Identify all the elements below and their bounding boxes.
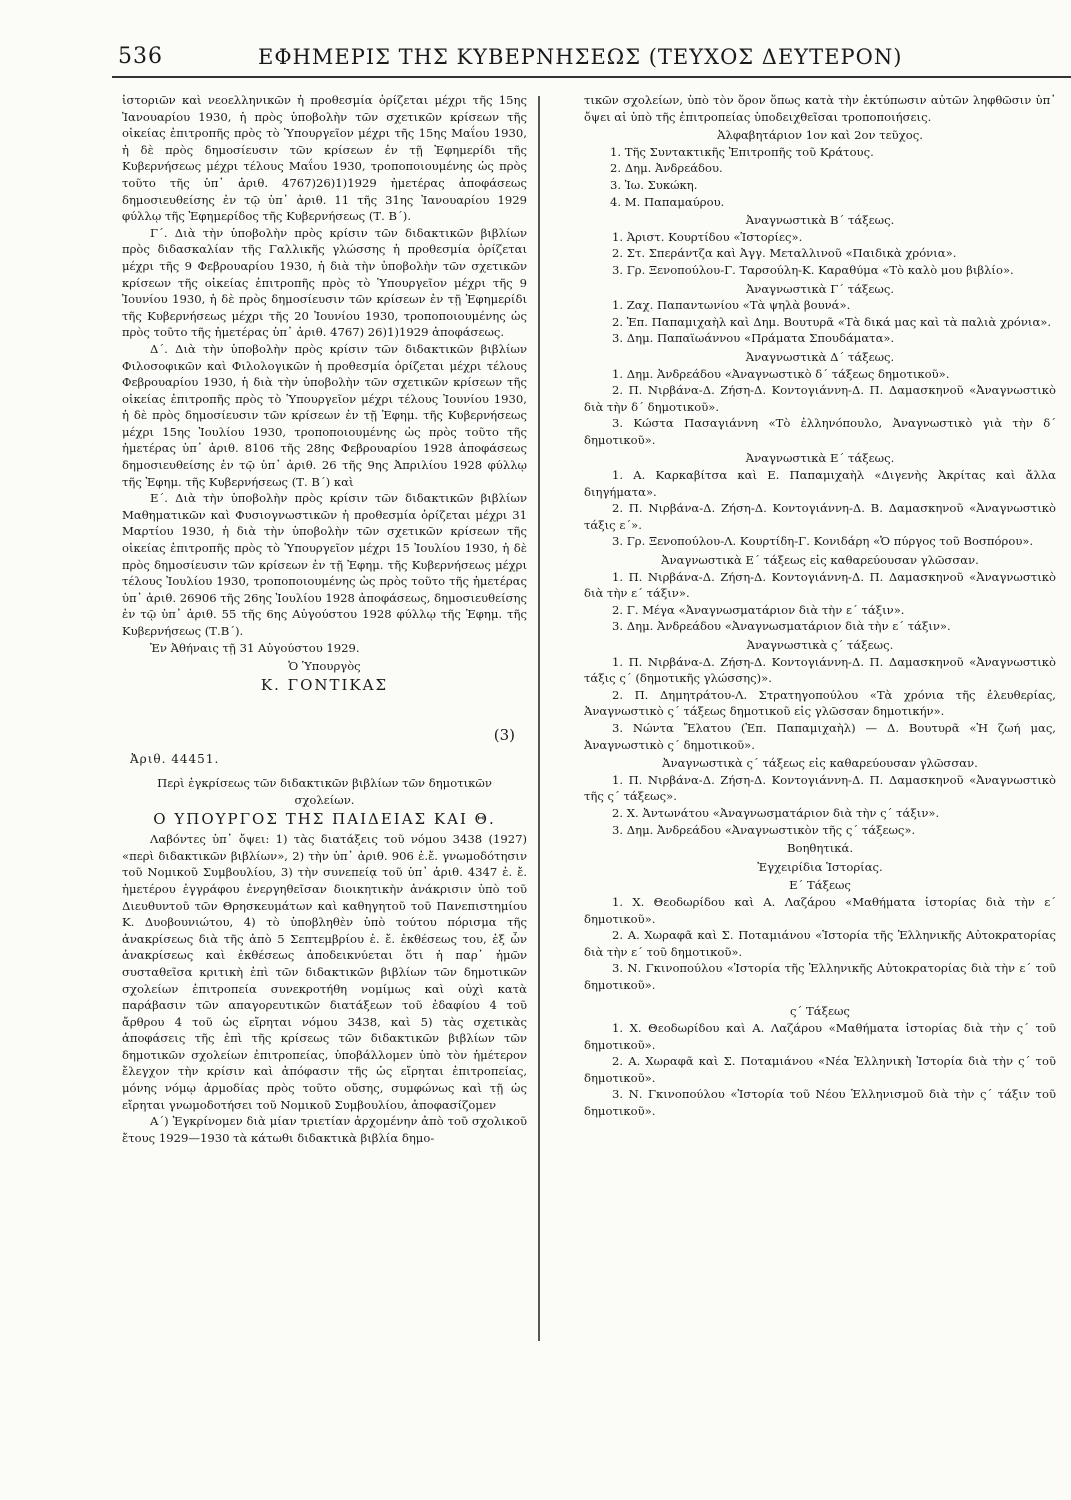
decision-a-paragraph: Α΄) Ἐγκρίνομεν διὰ μίαν τριετίαν ἀρχομένην ἀπὸ τοῦ σχολικοῦ ἔτους 1929—1930 τὰ κάτωθι διδακτικὰ βιβλία δημο-	[122, 1114, 527, 1145]
section-heading: Ἀναγνωστικὰ ς΄ τάξεως.	[746, 638, 894, 652]
column-divider	[538, 96, 540, 1341]
list-item: 2. Στ. Σπεράντζα καὶ Ἀγγ. Μεταλλινοῦ «Παιδικὰ χρόνια».	[612, 246, 957, 261]
decision-subject: Περὶ ἐγκρίσεως τῶν διδακτικῶν βιβλίων τῶν δημοτικῶν σχολείων.	[157, 776, 492, 807]
list-item: 1. Δημ. Ἀνδρεάδου «Ἀναγνωστικὸ δ΄ τάξεως δημοτικοῦ».	[612, 366, 950, 381]
decision-mark: (3)	[493, 726, 515, 745]
list-item: 1. Α. Καρκαβίτσα καὶ Ε. Παπαμιχαὴλ «Διγενὴς Ἀκρίτας καὶ ἄλλα διηγήματα».	[584, 468, 1056, 499]
list-item: 3. Γρ. Ξενοπούλου-Λ. Κουρτίδη-Γ. Κονιδάρη «Ὁ πύργος τοῦ Βοσπόρου».	[612, 534, 1034, 549]
list-item: 2. Ἐπ. Παπαμιχαὴλ καὶ Δημ. Βουτυρᾶ «Τὰ δικά μας καὶ τὰ παλιὰ χρόνια».	[612, 314, 1052, 329]
list-item: 2. Π. Νιρβάνα-Δ. Ζήση-Δ. Κοντογιάννη-Δ. Π. Δαμασκηνοῦ «Ἀναγνωστικὸ διὰ τὴν δ΄ δημοτικοῦ».	[584, 383, 1056, 414]
journal-title: ΕΦΗΜΕΡΙΣ ΤΗΣ ΚΥΒΕΡΝΗΣΕΩΣ (ΤΕΥΧΟΣ ΔΕΥΤΕΡΟΝ)	[258, 45, 903, 69]
left-column	[122, 92, 527, 1146]
list-item: 3. Δημ. Ἀνδρεάδου «Ἀναγνωστικὸν τῆς ς΄ τάξεως».	[612, 822, 916, 837]
list-item: 1. Χ. Θεοδωρίδου καὶ Α. Λαζάρου «Μαθήματα ἱστορίας διὰ τὴν ε΄ δημοτικοῦ».	[584, 894, 1056, 926]
paragraph-b-continuation: ἱστοριῶν καὶ νεοελληνικῶν ἡ προθεσμία ὁρίζεται μέχρι τῆς 15ης Ἰανουαρίου 1930, ἡ πρὸς ὑποβολὴν τῶν σχετικῶν κρίσεων τῆς οἰκείας ἐπιτροπῆς πρὸς τὸ Ὑπουργεῖον μέχρι τῆς 15ης Μαΐου 1930, ἡ δὲ πρὸς δημοσίευσιν τῶν κρίσεων ἐν τῇ Ἐφημερίδι τῆς Κυβερνήσεως μέχρι τέλους Μαΐου 1930, τροποποιουμένης ὡς πρὸς τοῦτο τῆς ὑπ᾽ ἀριθ. 4767)26)1)1929 ἡμετέρας ἀποφάσεως δημοσιευθείσης ἐν τῷ ὑπ᾽ ἀριθ. 11 τῆς 31ης Ἰανουαρίου 1929 φύλλῳ τῆς Ἐφημερίδος τῆς Κυβερνήσεως (Τ. Β΄).	[122, 93, 527, 224]
history-heading: Ἐγχειρίδια Ἱστορίας.	[757, 859, 883, 874]
list-item: 3. Νώντα Ἔλατου (Ἐπ. Παπαμιχαὴλ) — Δ. Βουτυρᾶ «Ἡ ζωή μας, Ἀναγνωστικὸ ς΄ δημοτικοῦ».	[584, 720, 1056, 752]
list-item: 3. Ν. Γκινοπούλου «Ἱστορία τοῦ Νέου Ἑλληνισμοῦ διὰ τὴν ς΄ τάξιν τοῦ δημοτικοῦ».	[584, 1087, 1056, 1119]
header-rule	[112, 76, 1071, 78]
section-heading: Ἀναγνωστικὰ Β΄ τάξεως.	[745, 213, 895, 228]
spacer	[584, 993, 1056, 1001]
section-heading: ς΄ Τάξεως	[790, 1004, 850, 1019]
list-item: 1. Π. Νιρβάνα-Δ. Ζήση-Δ. Κοντογιάννη-Δ. Π. Δαμασκηνοῦ «Ἀναγνωστικὸ τῆς ς΄ τάξεως».	[584, 772, 1056, 804]
section-heading: Ἀναγνωστικὰ Ε΄ τάξεως εἰς καθαρεύουσαν γλῶσσαν.	[661, 553, 979, 568]
decision-row	[122, 723, 527, 771]
section-heading: Ἀναγνωστικὰ Δ΄ τάξεως.	[745, 349, 895, 364]
preamble-paragraph: Λαβόντες ὑπ᾽ ὄψει: 1) τὰς διατάξεις τοῦ νόμου 3438 (1927) «περὶ διδακτικῶν βιβλίων», 2) τὴν ὑπ᾽ ἀριθ. 906 ἐ.ἔ. γνωμοδότησιν τοῦ Νομικοῦ Συμβουλίου, 3) τὴν συνεπείᾳ τοῦ ὑπ᾽ ἀριθ. 4347 ἐ. ἔ. ἡμετέρου ἐγγράφου ἐνεργηθεῖσαν διοικητικὴν ἀνάκρισιν ὑπὸ τοῦ Διευθυντοῦ τῶν Θρησκευμάτων καὶ καθηγητοῦ τοῦ Πανεπιστημίου Κ. Δυοβουνιώτου, 4) τὸ ὑποβληθὲν ὑπὸ τούτου πόρισμα τῆς ἀνακρίσεως διὰ τῆς ἀπὸ 5 Σεπτεμβρίου ἐ. ἔ. ἐκθέσεως του, ἐξ ὧν ἀνακρίσεως καὶ ἐκθέσεως ἀποδεικνύεται ὅτι ἡ παρ᾽ ἡμῶν συσταθεῖσα κριτικὴ ἐπὶ τῶν διδακτικῶν βιβλίων τῶν δημοτικῶν σχολείων ἐπιτροπεία συνεκροτήθη νομίμως καὶ οὐχὶ κατὰ παράβασιν τῶν απαγορευτικῶν διατάξεων τοῦ ἐδαφίου 4 τοῦ ἄρθρου 4 τοῦ ὡς εἴρηται νόμου 3438, καὶ 5) τὰς σχετικὰς ἀποφάσεις τῆς ἐπὶ τῆς κρίσεως τῶν διδακτικῶν βιβλίων τῶν δημοτικῶν σχολείων ἐπιτροπείας, ὑποβάλλομεν ὑπὸ τὸν ἡμέτερον ἔλεγχον τὴν κρίσιν καὶ ἀπόφασιν τῆς ὡς εἴρηται ἐπιτροπείας, μόνης νόμῳ ἁρμοδίας πρὸς τοῦτο οὔσης, συμφώνως καὶ τῇ ὡς εἴρηται γνωμοδοτήσει τοῦ Νομικοῦ Συμβουλίου, ἀποφασίζομεν	[122, 832, 527, 1112]
list-item: 3. Δημ. Ἀνδρεάδου «Ἀναγνωσματάριον διὰ τὴν ε΄ τάξιν».	[612, 619, 951, 634]
section-heading: Ἀναγνωστικὰ Ε΄ τάξεως.	[745, 451, 895, 466]
list-item: 2. Π. Νιρβάνα-Δ. Ζήση-Δ. Κοντογιάννη-Δ. Β. Δαμασκηνοῦ «Ἀναγνωστικὸ τάξις ε΄».	[584, 501, 1056, 532]
list-item: 1. Ζαχ. Παπαντωνίου «Τὰ ψηλὰ βουνά».	[612, 298, 851, 313]
minister-heading: Ο ΥΠΟΥΡΓΟΣ ΤΗΣ ΠΑΙΔΕΙΑΣ ΚΑΙ Θ.	[153, 809, 496, 828]
list-item: 4. Μ. Παπαμαύρου.	[610, 194, 725, 209]
section-heading: Ε΄ Τάξεως	[789, 878, 851, 893]
continuation-paragraph: τικῶν σχολείων, ὑπὸ τὸν ὅρον ὅπως κατὰ τὴν ἐκτύπωσιν αὐτῶν ληφθῶσιν ὑπ᾽ ὄψει αἱ ὑπὸ τῆς ἐπιτροπείας ὑποδειχθεῖσαι τροποποιήσεις.	[584, 93, 1056, 124]
signature-name: Κ. ΓΟΝΤΙΚΑΣ	[260, 675, 389, 694]
list-item: 1. Π. Νιρβάνα-Δ. Ζήση-Δ. Κοντογιάννη-Δ. Π. Δαμασκηνοῦ «Ἀναγνωστικὸ τάξις ς΄ (δημοτικῆς γλώσσης)».	[584, 654, 1056, 686]
list-item: 1. Ἀριστ. Κουρτίδου «Ἱστορίες».	[612, 229, 803, 244]
list-item: 1. Τῆς Συντακτικῆς Ἐπιτροπῆς τοῦ Κράτους.	[610, 144, 874, 159]
helper-heading: Βοηθητικά.	[786, 841, 854, 856]
right-column	[584, 92, 1056, 1120]
section-heading: Ἀναγνωστικὰ ς΄ τάξεως εἰς καθαρεύουσαν γλῶσσαν.	[662, 756, 978, 771]
list-item: 2. Δημ. Ἀνδρεάδου.	[610, 161, 723, 176]
section-heading: Ἀναγνωστικὰ Γ΄ τάξεως.	[745, 281, 895, 296]
list-item: 2. Α. Χωραφᾶ καὶ Σ. Ποταμιάνου «Ἱστορία τῆς Ἑλληνικῆς Αὐτοκρατορίας διὰ τὴν ε΄ τοῦ δημοτικοῦ».	[584, 928, 1056, 959]
signature-place-date: Ἐν Ἀθήναις τῇ 31 Αὐγούστου 1929.	[150, 640, 360, 655]
list-item: 2. Χ. Ἀντωνάτου «Ἀναγνωσματάριον διὰ τὴν ς΄ τάξιν».	[612, 805, 940, 820]
list-item: 3. Ν. Γκινοπούλου «Ἱστορία τῆς Ἑλληνικῆς Αὐτοκρατορίας διὰ τὴν ε΄ τοῦ δημοτικοῦ».	[584, 961, 1056, 992]
list-item: 3. Κώστα Πασαγιάννη «Τὸ ἐλληνόπουλο, Ἀναγνωστικὸ γιὰ τὴν δ΄ δημοτικοῦ».	[584, 416, 1056, 447]
list-item: 3. Γρ. Ξενοπούλου-Γ. Ταρσούλη-Κ. Καραθύμα «Τὸ καλὸ μου βιβλίο».	[612, 262, 1014, 277]
signature-title: Ὁ Ὑπουργὸς	[288, 659, 361, 674]
decision-number: Ἀριθ. 44451.	[130, 751, 220, 766]
paragraph-e: Ε΄. Διὰ τὴν ὑποβολὴν πρὸς κρίσιν τῶν διδακτικῶν βιβλίων Μαθηματικῶν καὶ Φυσιογνωστικῶν ἡ προθεσμία ὁρίζεται μέχρι 31 Μαρτίου 1930, ἡ διὰ τὴν ὑποβολὴν τῶν σχετικῶν κρίσεων τῆς οἰκείας ἐπιτροπῆς πρὸς τὸ Ὑπουργεῖον μέχρι 15 Ἰουλίου 1930, ἡ δὲ πρὸς δημοσίευσιν τῶν κρίσεων ἐν τῇ Ἐφημ. τῆς Κυβερνήσεως μέχρι τέλους Ἰουλίου 1930, τροποποιουμένης ὡς πρὸς τοῦτο τῆς ἡμετέρας ὑπ᾽ ἀριθ. 26906 τῆς 26ης Ἰουλίου 1928 ἀποφάσεως, δημοσιευθείσης ἐν τῷ ὑπ᾽ ἀριθ. 55 τῆς 6ης Αὐγούστου 1928 φύλλῳ τῆς Ἐφημ. τῆς Κυβερνήσεως (Τ.Β΄).	[122, 491, 527, 638]
list-item: 2. Α. Χωραφᾶ καὶ Σ. Ποταμιάνου «Νέα Ἑλληνικὴ Ἱστορία διὰ τὴν ς΄ τοῦ δημοτικοῦ».	[584, 1054, 1056, 1085]
list-item: 3. Ἰω. Συκώκη.	[610, 177, 698, 192]
section-heading: Ἀλφαβητάριον 1ον καὶ 2ον τεῦχος.	[717, 128, 923, 143]
page-number: 536	[118, 44, 163, 69]
paragraph-d: Δ΄. Διὰ τὴν ὑποβολὴν πρὸς κρίσιν τῶν διδακτικῶν βιβλίων Φιλοσοφικῶν καὶ Φιλολογικῶν ἡ προθεσμία ὁρίζεται μέχρι τέλους Φεβρουαρίου 1930, ἡ διὰ τὴν ὑποβολὴν τῶν σχετικῶν κρίσεων τῆς οἰκείας ἐπιτροπῆς πρὸς τὸ Ὑπουργεῖον μέχρι τέλους Ἰουνίου 1930, ἡ δὲ πρὸς δημοσίευσιν τῶν κρίσεων ἐν τῇ Ἐφημ. τῆς Κυβερνήσεως μέχρι 15ης Ἰουλίου 1930, τροποποιουμένης ὡς πρὸς τοῦτο τῆς ἡμετέρας ὑπ᾽ ἀριθ. 8106 τῆς 28ης Φεβρουαρίου 1928 ἀποφάσεως δημοσιευθείσης ἐν τῷ ὑπ᾽ ἀριθ. 26 τῆς 9ης Ἀπριλίου 1928 φύλλῳ τῆς Ἐφημ. τῆς Κυβερνήσεως (Τ. Β΄) καὶ	[122, 341, 527, 489]
list-item: 1. Π. Νιρβάνα-Δ. Ζήση-Δ. Κοντογιάννη-Δ. Π. Δαμασκηνοῦ «Ἀναγνωστικὸ διὰ τὴν ε΄ τάξιν».	[584, 569, 1056, 601]
list-item: 2. Γ. Μέγα «Ἀναγνωσματάριον διὰ τὴν ε΄ τάξιν».	[612, 602, 905, 617]
list-item: 1. Χ. Θεοδωρίδου καὶ Α. Λαζάρου «Μαθήματα ἱστορίας διὰ τὴν ς΄ τοῦ δημοτικοῦ».	[584, 1021, 1056, 1052]
list-item: 3. Δημ. Παπαϊωάννου «Πράματα Σπουδάματα».	[612, 331, 895, 346]
page-header	[118, 42, 903, 74]
paragraph-c: Γ΄. Διὰ τὴν ὑποβολὴν πρὸς κρίσιν τῶν διδακτικῶν βιβλίων πρὸς διδασκαλίαν τῆς Γαλλικῆς γλώσσης ἡ προθεσμία ὁρίζεται μέχρι τῆς 9 Φεβρουαρίου 1930, ἡ διὰ τὴν ὑποβολὴν τῶν σχετικῶν κρίσεων τῆς οἰκείας ἐπιτροπῆς πρὸς τὸ Ὑπουργεῖον μέχρι τῆς 9 Ἰουνίου 1930, ἡ δὲ πρὸς δημοσίευσιν τῶν κρίσεων ἐν τῇ Ἐφημερίδι τῆς Κυβερνήσεως μέχρι τῆς 20 Ἰουνίου 1930, τροποποιουμένης ὡς πρὸς τοῦτο τῆς ἡμετέρας ὑπ᾽ ἀριθ. 4767) 26)1)1929 ἀποφάσεως.	[122, 225, 527, 340]
list-item: 2. Π. Δημητράτου-Λ. Στρατηγοπούλου «Τὰ χρόνια τῆς ἐλευθερίας, Ἀναγνωστικὸ ς΄ τάξεως δημοτικοῦ εἰς γλῶσσαν δημοτικήν».	[584, 687, 1056, 719]
